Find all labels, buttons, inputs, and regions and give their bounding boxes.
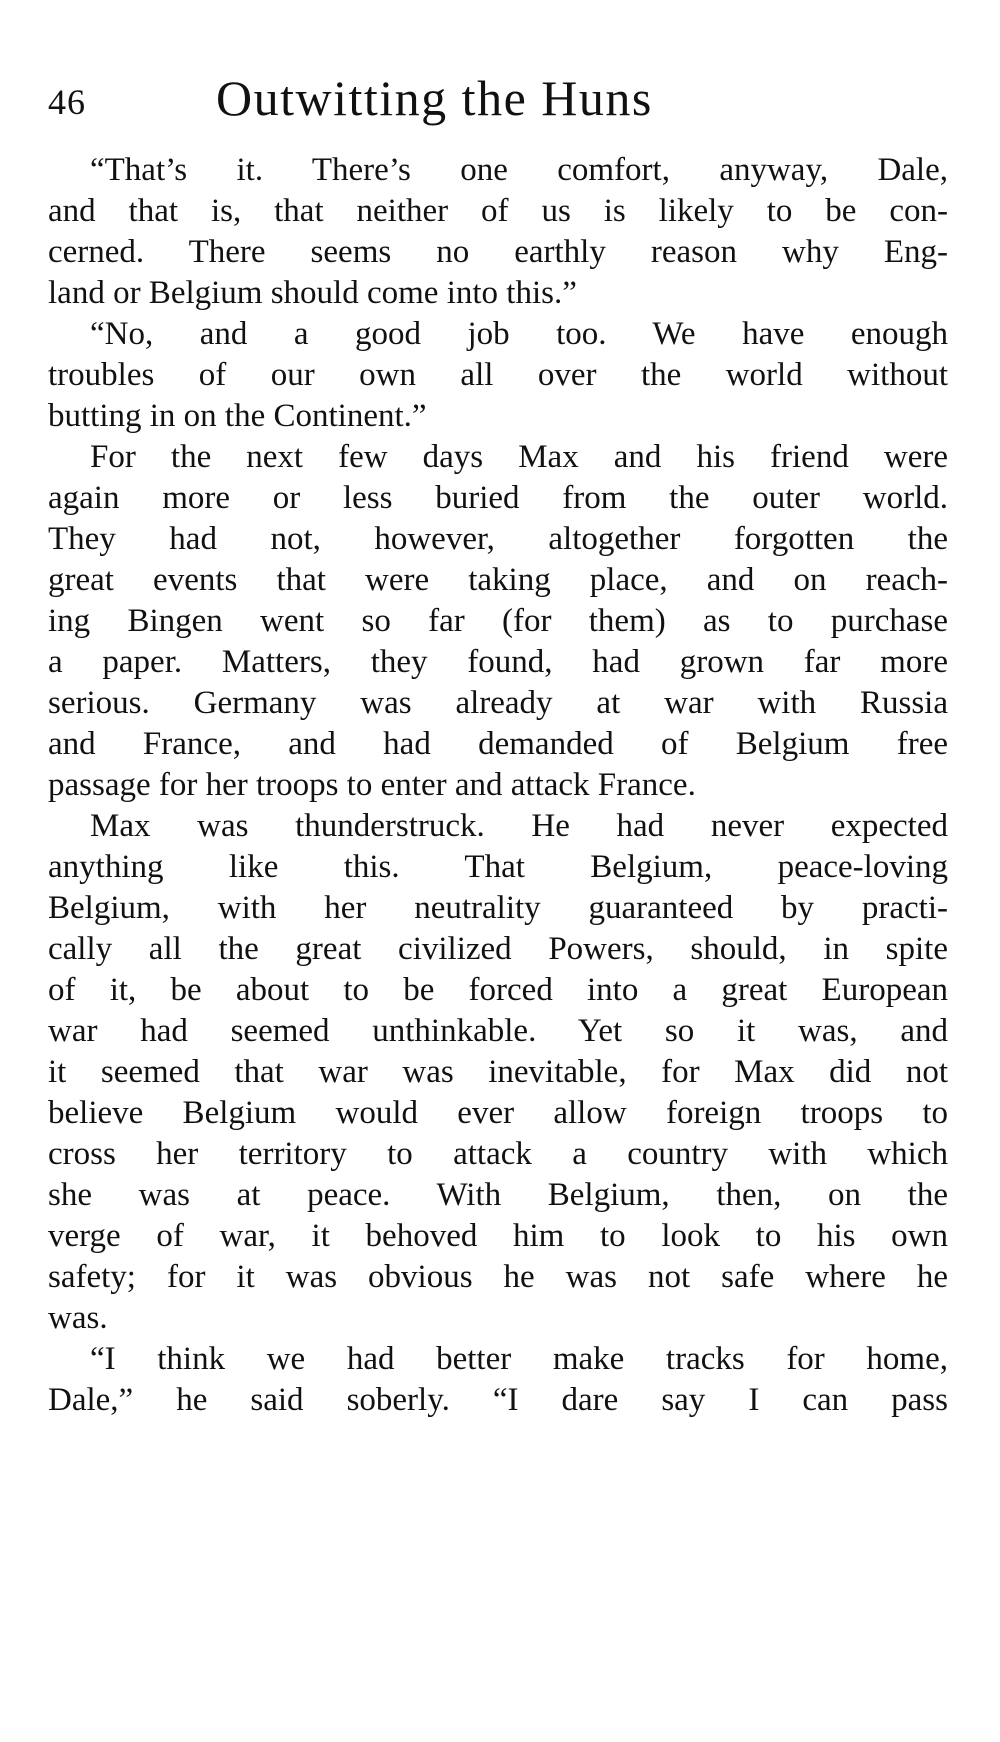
text-line: again more or less buried from the outer world.	[48, 480, 948, 516]
text-line: safety; for it was obvious he was not safe where he	[48, 1259, 948, 1295]
text-line: a paper. Matters, they found, had grown far more	[48, 644, 948, 680]
text-line: serious. Germany was already at war with Russia	[48, 685, 948, 721]
text-line: she was at peace. With Belgium, then, on the	[48, 1177, 948, 1213]
text-line: and that is, that neither of us is likely to be con-	[48, 193, 948, 229]
text-line: Belgium, with her neutrality guaranteed by practi-	[48, 890, 948, 926]
text-line: cerned. There seems no earthly reason why Eng-	[48, 234, 948, 270]
page-number: 46	[48, 82, 86, 122]
text-line: “That’s it. There’s one comfort, anyway, Dale,	[90, 152, 948, 188]
text-line: of it, be about to be forced into a great European	[48, 972, 948, 1008]
text-line: great events that were taking place, and on reach-	[48, 562, 948, 598]
running-head	[48, 72, 948, 132]
text-line: believe Belgium would ever allow foreign troops to	[48, 1095, 948, 1131]
body-text	[48, 150, 948, 1421]
text-line: verge of war, it behoved him to look to his own	[48, 1218, 948, 1254]
text-line: land or Belgium should come into this.”	[48, 275, 577, 311]
text-line: cally all the great civilized Powers, should, in spite	[48, 931, 948, 967]
text-line: Max was thunderstruck. He had never expected	[90, 808, 948, 844]
text-line: For the next few days Max and his friend were	[90, 439, 948, 475]
text-line: Dale,” he said soberly. “I dare say I can pass	[48, 1382, 948, 1418]
text-line: it seemed that war was inevitable, for Max did not	[48, 1054, 948, 1090]
text-line: war had seemed unthinkable. Yet so it was, and	[48, 1013, 948, 1049]
text-line: anything like this. That Belgium, peace-loving	[48, 849, 948, 885]
text-line: “No, and a good job too. We have enough	[90, 316, 948, 352]
text-line: and France, and had demanded of Belgium free	[48, 726, 948, 762]
text-line: butting in on the Continent.”	[48, 398, 427, 434]
text-line: troubles of our own all over the world without	[48, 357, 948, 393]
text-line: “I think we had better make tracks for home,	[90, 1341, 948, 1377]
text-line: ing Bingen went so far (for them) as to purchase	[48, 603, 948, 639]
text-line: cross her territory to attack a country with which	[48, 1136, 948, 1172]
text-line: They had not, however, altogether forgotten the	[48, 521, 948, 557]
text-line: was.	[48, 1300, 108, 1336]
book-title: Outwitting the Huns	[216, 70, 653, 126]
text-line: passage for her troops to enter and attack France.	[48, 767, 696, 803]
